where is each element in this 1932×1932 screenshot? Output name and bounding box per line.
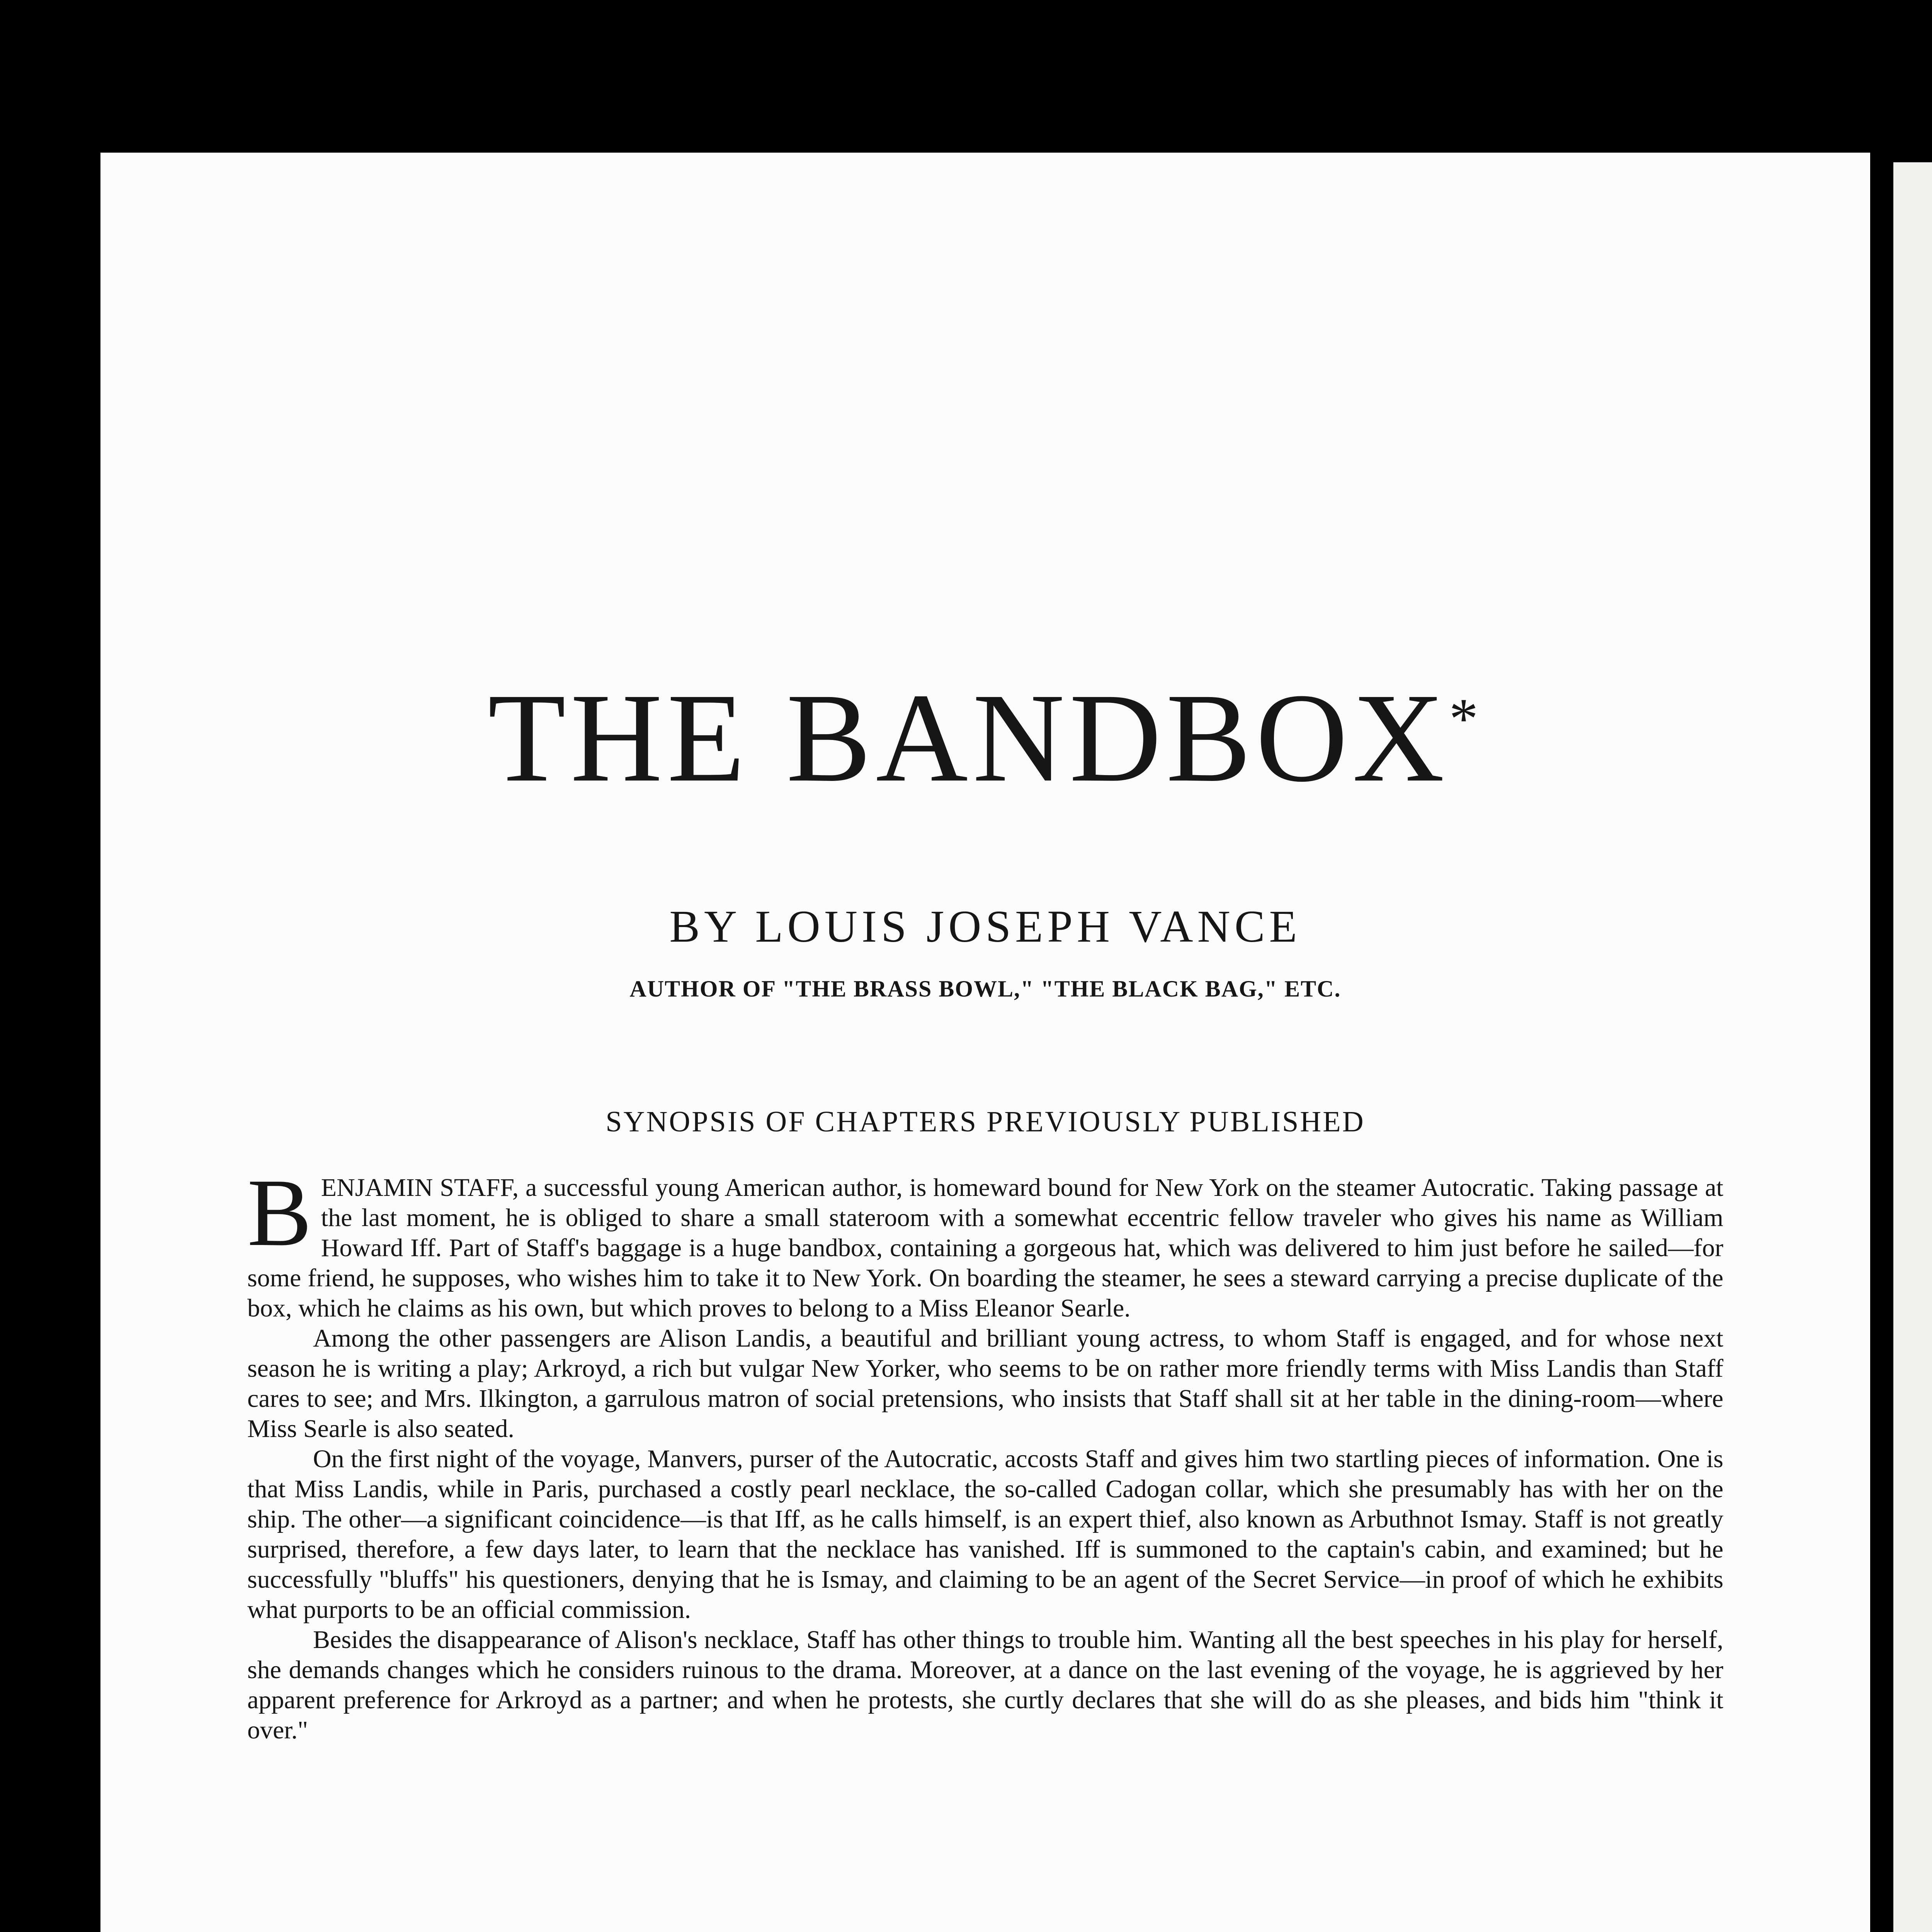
synopsis-paragraph: On the first night of the voyage, Manvers, purser of the Autocratic, accosts Staff and gives him two startling pieces of information. One is that Miss Landis, while in Paris, purchased a costly pearl necklace, the so-called Cadogan collar, which she presumably has with her on the ship. The other—a significant coincidence—is that Iff, as he calls himself, is an expert thief, also known as Arbuthnot Ismay. Staff is not greatly surprised, therefore, a few days later, to learn that the necklace has vanished. Iff is summoned to the captain's cabin, and examined; but he successfully "bluffs" his questioners, denying that he is Ismay, and claiming to be an agent of the Secret Service—in proof of which he exhibits what purports to be an official commission.: [247, 1445, 1723, 1624]
story-title: THE BANDBOX*: [488, 667, 1483, 808]
synopsis-paragraph: Among the other passengers are Alison Landis, a beautiful and brilliant young actress, to whom Staff is engaged, and for whose next season he is writing a play; Arkroyd, a rich but vulgar New Yorker, who seems to be on rather more friendly terms with Miss Landis than Staff cares to see; and Mrs. Ilkington, a garrulous matron of social pretensions, who insists that Staff shall sit at her table in the dining-room—where Miss Searle is also seated.: [247, 1324, 1723, 1443]
magazine-page: [100, 153, 1870, 1932]
synopsis-heading: SYNOPSIS OF CHAPTERS PREVIOUSLY PUBLISHED: [605, 1105, 1365, 1138]
synopsis-paragraph: BENJAMIN STAFF, a successful young American author, is homeward bound for New York on the steamer Autocratic. Taking passage at the last moment, he is obliged to share a small stateroom with a somewhat eccentric fellow traveler who gives his name as William Howard Iff. Part of Staff's baggage is a huge bandbox, containing a gorgeous hat, which was delivered to him just before he sailed—for some friend, he supposes, who wishes him to take it to New York. On boarding the steamer, he sees a steward carrying a precise duplicate of the box, which he claims as his own, but which proves to belong to a Miss Eleanor Searle.: [247, 1159, 1723, 1322]
synopsis: [247, 1159, 1723, 1745]
byline: BY LOUIS JOSEPH VANCE: [669, 901, 1301, 952]
title-footnote-mark: *: [1449, 687, 1483, 751]
facing-page-edge: [1893, 162, 1932, 1932]
synopsis-drop-cap: B: [247, 1159, 312, 1266]
author-credits: AUTHOR OF "THE BRASS BOWL," "THE BLACK BAG," ETC.: [629, 976, 1341, 1002]
synopsis-paragraph: Besides the disappearance of Alison's necklace, Staff has other things to trouble him. Wanting all the best speeches in his play for herself, she demands changes which he considers ruinous to the drama. Moreover, at a dance on the last evening of the voyage, he is aggrieved by her apparent preference for Arkroyd as a partner; and when he protests, she curtly declares that she will do as she pleases, and bids him "think it over.": [247, 1626, 1723, 1744]
